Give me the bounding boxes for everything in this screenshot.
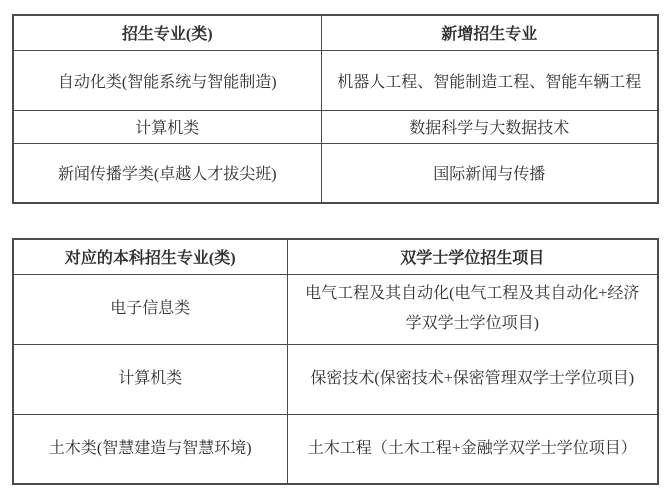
table-cell: 土木工程（土木工程+金融学双学士学位项目） [287,414,658,484]
header-cell-new-majors: 新增招生专业 [321,15,658,50]
table-row [13,414,658,484]
table-row [13,274,658,344]
table-row [13,143,658,203]
header-cell-dual-degree: 双学士学位招生项目 [287,239,658,274]
table-cell: 数据科学与大数据技术 [321,110,658,143]
table-cell: 电子信息类 [13,274,287,344]
header-cell-undergrad-major: 对应的本科招生专业(类) [13,239,287,274]
table-cell: 新闻传播学类(卓越人才拔尖班) [13,143,321,203]
header-cell-major-category: 招生专业(类) [13,15,321,50]
table-cell: 计算机类 [13,110,321,143]
table-cell: 电气工程及其自动化(电气工程及其自动化+经济学双学士学位项目) [287,274,658,344]
table-row [13,50,658,110]
table-cell: 机器人工程、智能制造工程、智能车辆工程 [321,50,658,110]
table-header-row [13,239,658,274]
table-cell: 土木类(智慧建造与智慧环境) [13,414,287,484]
table-cell: 自动化类(智能系统与智能制造) [13,50,321,110]
table-cell: 计算机类 [13,344,287,414]
dual-degree-programs-table [12,238,659,485]
table-header-row [13,15,658,50]
table-cell: 保密技术(保密技术+保密管理双学士学位项目) [287,344,658,414]
table-row [13,344,658,414]
new-admission-majors-table [12,14,659,204]
table-cell: 国际新闻与传播 [321,143,658,203]
table-row [13,110,658,143]
